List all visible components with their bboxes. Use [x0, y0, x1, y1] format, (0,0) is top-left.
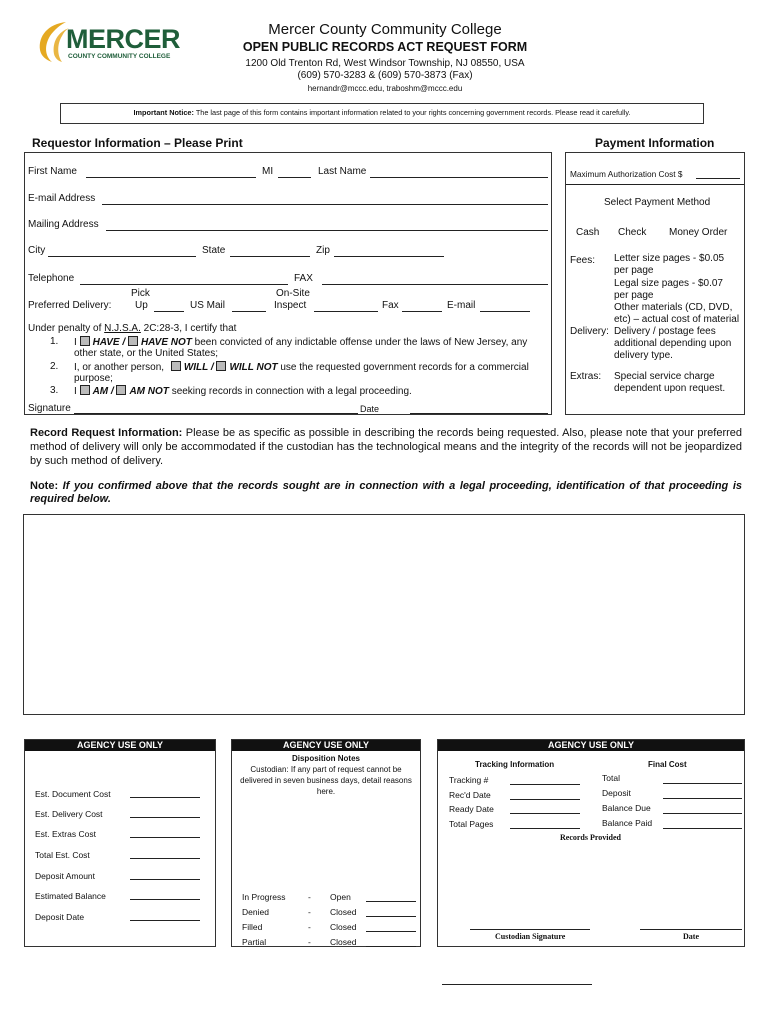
final-cost-row-field[interactable] — [663, 783, 742, 784]
item1-line2: other state, or the United States; — [74, 348, 218, 359]
status-dash: - — [308, 892, 311, 902]
records-provided-label: Records Provided — [560, 833, 621, 842]
final-cost-row-label: Balance Paid — [602, 818, 653, 828]
have-not-checkbox[interactable] — [128, 336, 138, 346]
certify-statute-link[interactable]: N.J.S.A. — [104, 323, 141, 334]
us-mail-label: US Mail — [190, 300, 226, 311]
first-name-field[interactable] — [86, 177, 256, 178]
custodian-signature-label: Custodian Signature — [495, 932, 566, 941]
status-field[interactable] — [366, 931, 416, 932]
final-cost-row-field[interactable] — [663, 813, 742, 814]
payment-divider — [566, 184, 744, 185]
certify-post: 2C:28-3, I certify that — [140, 323, 237, 334]
zip-field[interactable] — [334, 256, 444, 257]
item3-number: 3. — [50, 385, 59, 396]
custodian-date-line[interactable] — [640, 929, 742, 930]
disposition-text: Custodian: If any part of request cannot be delivered in seven business days, detail reasons here. — [240, 765, 412, 796]
logo-word: MERCER — [66, 24, 181, 54]
mi-label: MI — [262, 166, 274, 177]
item2-pre: I, or another person, — [74, 362, 165, 373]
agency-cost-row-label: Deposit Amount — [35, 871, 96, 881]
item2-rest: use the requested government records for a commercial — [280, 362, 529, 373]
delivery-line1: Delivery / postage fees — [614, 326, 716, 337]
city-label: City — [28, 245, 46, 256]
zip-label: Zip — [316, 245, 330, 256]
fees-line4: per page — [614, 290, 654, 301]
custodian-signature-line[interactable] — [470, 929, 590, 930]
status-right-label: Open — [330, 892, 351, 902]
agency-cost-row-label: Est. Document Cost — [35, 789, 111, 799]
final-cost-row-field[interactable] — [663, 798, 742, 799]
signature-field[interactable] — [74, 413, 358, 414]
email-delivery-label: E-mail — [447, 300, 476, 311]
mi-field[interactable] — [278, 177, 311, 178]
mailing-field[interactable] — [106, 230, 548, 231]
final-cost-row-field[interactable] — [663, 828, 742, 829]
note-label: Note: — [30, 480, 59, 492]
payment-heading: Payment Information — [595, 136, 715, 150]
select-payment-label: Select Payment Method — [604, 197, 711, 208]
agency-cost-title: AGENCY USE ONLY — [25, 740, 215, 751]
status-right-label: Closed — [330, 922, 357, 932]
am-checkbox[interactable] — [80, 385, 90, 395]
agency-cost-row-label: Total Est. Cost — [35, 850, 90, 860]
status-right-label: Closed — [330, 907, 357, 917]
agency-cost-row-field[interactable] — [130, 797, 200, 798]
city-field[interactable] — [48, 256, 196, 257]
delivery-label: Delivery: — [570, 326, 609, 337]
preferred-delivery-label: Preferred Delivery: — [28, 300, 112, 311]
fax-delivery-label: Fax — [382, 300, 399, 311]
state-field[interactable] — [230, 256, 310, 257]
status-field[interactable] — [366, 946, 416, 947]
final-cost-title: Final Cost — [648, 760, 687, 769]
agency-cost-row-field[interactable] — [130, 920, 200, 921]
record-request-text: Please be as specific as possible in describing the records being requested. Also, please note that your preferred method of delivery will only be accommodated if the custodian has the technological means and the integrity of the records will not be jeopardized by such method of delivery. — [30, 427, 743, 467]
custodian-date-label: Date — [683, 932, 699, 941]
check-option[interactable]: Check — [618, 227, 647, 238]
agency-cost-row-field[interactable] — [130, 858, 200, 859]
am-not-checkbox[interactable] — [116, 385, 126, 395]
status-field[interactable] — [366, 901, 416, 902]
date-label: Date — [360, 404, 380, 414]
state-label: State — [202, 245, 226, 256]
record-request-label: Record Request Information: — [30, 427, 183, 439]
fees-line1: Letter size pages - $0.05 — [614, 253, 725, 264]
record-request-info — [30, 426, 742, 468]
onsite-label: On-Site — [276, 288, 310, 299]
item1-have-not: HAVE NOT — [140, 337, 192, 348]
item1-number: 1. — [50, 336, 59, 347]
agency-cost-row-label: Deposit Date — [35, 912, 85, 922]
status-dash: - — [308, 922, 311, 932]
certify-pre: Under penalty of — [28, 323, 105, 334]
form-title: OPEN PUBLIC RECORDS ACT REQUEST FORM — [242, 40, 528, 54]
item1-rest: been convicted of any indictable offense under the laws of New Jersey, any — [194, 337, 528, 348]
status-left-label: In Progress — [242, 892, 286, 902]
final-cost-row-label: Deposit — [602, 788, 631, 798]
final-cost-row-label: Balance Due — [602, 803, 651, 813]
logo-subtitle: COUNTY COMMUNITY COLLEGE — [68, 53, 171, 60]
college-address: 1200 Old Trenton Rd, West Windsor Township, NJ 08550, USA — [245, 58, 525, 69]
will-checkbox[interactable] — [171, 361, 181, 371]
agency-cost-row-label: Est. Extras Cost — [35, 829, 96, 839]
last-name-label: Last Name — [318, 166, 367, 177]
inspect-label: Inspect — [274, 300, 307, 311]
notice-label: Important Notice: — [133, 108, 194, 117]
date-field[interactable] — [410, 413, 548, 414]
fees-line6: etc) – actual cost of material — [614, 314, 740, 325]
tracking-row-label: Ready Date — [449, 804, 494, 814]
item3-rest: seeking records in connection with a legal proceeding. — [171, 386, 412, 397]
last-name-field[interactable] — [370, 177, 548, 178]
status-left-label: Denied — [242, 907, 269, 917]
agency-cost-row-label: Estimated Balance — [35, 891, 106, 901]
final-cost-row-label: Total — [602, 773, 620, 783]
mailing-label: Mailing Address — [28, 219, 99, 230]
fees-label: Fees: — [570, 255, 596, 266]
fax-label: FAX — [294, 273, 313, 284]
note-text: If you confirmed above that the records sought are in connection with a legal proceeding, identification of that proceeding is required below. — [30, 480, 742, 505]
fees-line5: Other materials (CD, DVD, — [614, 302, 733, 313]
tracking-row-label: Rec'd Date — [449, 790, 491, 800]
status-left-label: Partial — [242, 937, 267, 947]
disposition-title: Disposition Notes — [291, 754, 360, 763]
agency-cost-row-field[interactable] — [130, 879, 200, 880]
item3-line — [74, 385, 412, 397]
status-dash: - — [308, 907, 311, 917]
agency-cost-row-field[interactable] — [130, 817, 200, 818]
status-field[interactable] — [366, 916, 416, 917]
pickup-label: Up — [135, 300, 148, 311]
requestor-heading: Requestor Information – Please Print — [32, 136, 243, 150]
notice-text: The last page of this form contains important information related to your rights concerning government records. Please read it carefully. — [195, 108, 631, 117]
max-cost-label: Maximum Authorization Cost $ — [570, 169, 683, 179]
important-notice — [60, 108, 704, 117]
item2-line1 — [74, 361, 529, 373]
item2-line2: purpose; — [74, 373, 113, 384]
delivery-line3: delivery type. — [614, 350, 673, 361]
email-label: E-mail Address — [28, 193, 96, 204]
agency-cost-row-label: Est. Delivery Cost — [35, 809, 103, 819]
agency-disposition-title: AGENCY USE ONLY — [232, 740, 420, 751]
item3-i: I — [74, 386, 77, 397]
status-dash: - — [308, 937, 311, 947]
pick-label: Pick — [131, 288, 150, 299]
tracking-row-field[interactable] — [510, 813, 580, 814]
cash-option[interactable]: Cash — [576, 227, 600, 238]
us-mail-field[interactable] — [232, 311, 266, 312]
tracking-title: Tracking Information — [475, 760, 555, 769]
item3-am-not: AM NOT — [129, 386, 169, 397]
tracking-row-label: Total Pages — [449, 819, 494, 829]
delivery-line2: additional depending upon — [614, 338, 732, 349]
status-right-label: Closed — [330, 937, 357, 947]
agency-cost-row-field[interactable] — [130, 899, 200, 900]
tracking-row-field[interactable] — [510, 799, 580, 800]
tracking-row-field[interactable] — [510, 784, 580, 785]
item1-have: HAVE / — [92, 337, 126, 348]
have-checkbox[interactable] — [80, 336, 90, 346]
tracking-row-field[interactable] — [510, 828, 580, 829]
money-order-option[interactable]: Money Order — [669, 227, 728, 238]
agency-box-tracking — [437, 739, 745, 947]
fax-delivery-field[interactable] — [402, 311, 442, 312]
telephone-label: Telephone — [28, 273, 75, 284]
item1-line1 — [74, 336, 527, 348]
item1-i: I — [74, 337, 77, 348]
inspect-field[interactable] — [314, 311, 378, 312]
record-request-textarea[interactable] — [23, 514, 745, 715]
pickup-field[interactable] — [154, 311, 184, 312]
college-phone: (609) 570-3283 & (609) 570-3873 (Fax) — [297, 70, 473, 81]
telephone-field[interactable] — [80, 284, 288, 285]
extras-line1: Special service charge — [614, 371, 715, 382]
fees-line3: Legal size pages - $0.07 — [614, 278, 723, 289]
fax-field[interactable] — [322, 284, 548, 285]
college-name: Mercer County Community College — [268, 21, 502, 38]
college-emails: hernandr@mccc.edu, traboshm@mccc.edu — [307, 84, 463, 93]
tracking-row-label: Tracking # — [449, 775, 489, 785]
agency-cost-row-field[interactable] — [130, 837, 200, 838]
status-left-label: Filled — [242, 922, 263, 932]
email-delivery-field[interactable] — [480, 311, 530, 312]
will-not-checkbox[interactable] — [216, 361, 226, 371]
email-field[interactable] — [102, 204, 548, 205]
certify-line — [28, 323, 236, 334]
footer-line — [442, 984, 592, 985]
item3-am: AM / — [92, 386, 114, 397]
extras-line2: dependent upon request. — [614, 383, 726, 394]
item2-will-not: WILL NOT — [229, 362, 278, 373]
agency-tracking-title: AGENCY USE ONLY — [438, 740, 744, 751]
signature-label: Signature — [28, 403, 71, 414]
max-cost-field[interactable] — [696, 178, 740, 179]
fees-line2: per page — [614, 265, 654, 276]
item2-will: WILL / — [183, 362, 214, 373]
note-block — [30, 480, 742, 506]
first-name-label: First Name — [28, 166, 77, 177]
extras-label: Extras: — [570, 371, 602, 382]
item2-number: 2. — [50, 361, 59, 372]
